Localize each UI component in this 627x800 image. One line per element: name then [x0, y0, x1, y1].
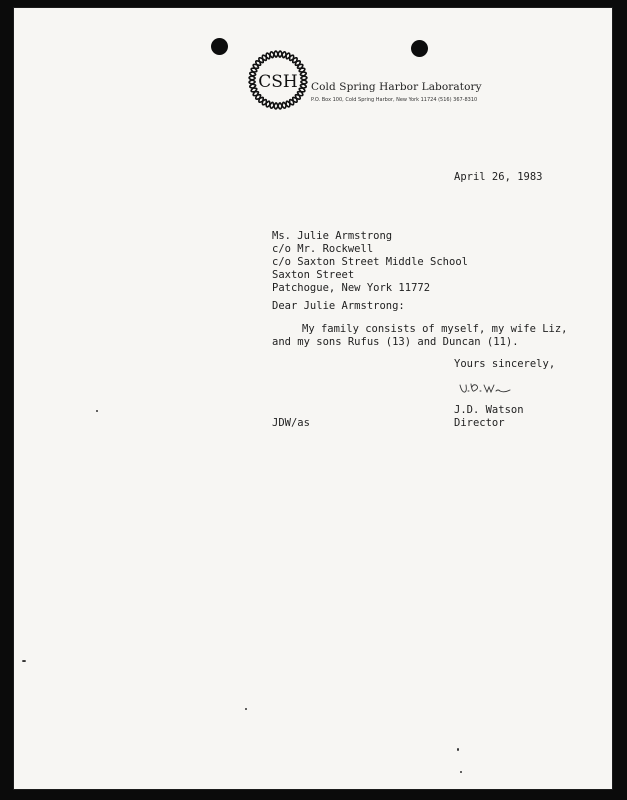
body-line: My family consists of myself, my wife Liz,	[302, 323, 568, 335]
body-line: and my sons Rufus (13) and Duncan (11).	[272, 336, 519, 348]
paper-speck	[96, 410, 98, 412]
letter-date: April 26, 1983	[454, 171, 543, 183]
logo-text: CSH	[258, 72, 298, 92]
signer-title: Director	[454, 417, 505, 429]
binder-hole-right	[411, 40, 428, 57]
csh-logo-icon	[246, 48, 310, 112]
address-line: Saxton Street	[272, 269, 355, 281]
lab-address: P.O. Box 100, Cold Spring Harbor, New York 11724 (516) 367-8310	[311, 97, 478, 103]
closing: Yours sincerely,	[454, 358, 556, 370]
paper-speck	[22, 660, 26, 662]
address-line: c/o Mr. Rockwell	[272, 243, 374, 255]
paper-speck	[460, 771, 462, 773]
paper-speck	[245, 708, 247, 710]
handwritten-signature	[456, 379, 512, 399]
letter-page	[14, 8, 612, 789]
lab-name: Cold Spring Harbor Laboratory	[311, 81, 482, 93]
signer-name: J.D. Watson	[454, 404, 524, 416]
typist-initials: JDW/as	[272, 417, 310, 429]
recipient-address	[272, 230, 468, 295]
address-line: Ms. Julie Armstrong	[272, 230, 393, 242]
letter-body	[272, 323, 568, 349]
binder-hole-left	[211, 38, 228, 55]
paper-speck	[457, 748, 459, 751]
salutation: Dear Julie Armstrong:	[272, 300, 405, 312]
address-line: Patchogue, New York 11772	[272, 282, 431, 294]
address-line: c/o Saxton Street Middle School	[272, 256, 468, 268]
